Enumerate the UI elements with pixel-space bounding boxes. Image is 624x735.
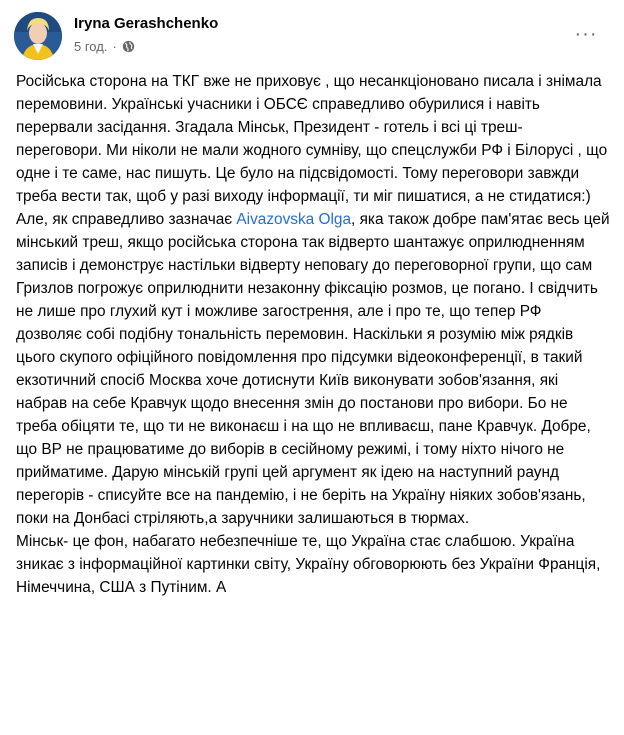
avatar-photo-icon — [14, 12, 62, 60]
post-header — [14, 12, 610, 62]
post-time[interactable]: 5 год. — [74, 39, 108, 54]
more-options-button[interactable]: ··· — [574, 22, 598, 45]
mention-link[interactable]: Aivazovska Olga — [236, 211, 352, 228]
paragraph-1-text-before: Російська сторона на ТКГ вже не приховує , що несанкціоновано писала і знімала перемовини. Українські учасники і ОБСЄ справедливо обурилися і навіть перервали засідання. Згадала Мінськ, Президент - готель і всі ці треш- переговори. Ми ніколи не мали жодного сумніву, що спецслужби РФ і Білорусі , що одне і те саме, нас пишуть. Це було на підсвідомості. Тому переговори завжди треба вести так, щоб у разі виходу інформації, ти міг пишатися, а не стидатися:) Але, як справедливо зазначає — [16, 73, 608, 228]
author-avatar[interactable] — [14, 12, 62, 60]
post-text — [16, 70, 610, 599]
paragraph-1-text-after: , яка також добре пам'ятає весь цей мінський треш, якщо російська сторона так відверто шантажує оприлюдненням записів і демонструє настільки відверту неповагу до переговорної групи, що сам Гризлов погрожує оприлюднити незаконну фіксацію розмов, це погано. І свідчить не лише про глухий кут і можливе загострення, але і про те, що тепер РФ дозволяє собі подібну тональність перемовин. Наскільки я розумію між рядків цього скупого офіційного повідомлення про підсумки відеоконференції, в такий екзотичний спосіб Москва хоче дотиснути Київ виконувати зобов'язання, які набрав на себе Кравчук щодо внесення змін до постанови про вибори. Бо не треба обіцяти те, що ти не виконаєш і на що не впливаєш, пане Кравчук. Добре, що ВР не працюватиме до виборів в сесійному режимі, і тому ніхто нічого не прийматиме. Дарую мінській групі цей аргумент як ідею на наступний раунд перегорів - списуйте все на пандемію, і не беріть на Україну ніяких зобов'язань, поки на Донбасі стріляють,а заручники залишаються в тюрмах. — [16, 211, 610, 527]
post-meta — [74, 39, 135, 54]
globe-icon — [122, 40, 135, 53]
author-name[interactable]: Iryna Gerashchenko — [74, 15, 219, 32]
meta-separator: · — [112, 39, 117, 54]
post-paragraph-2: Мінськ- це фон, набагато небезпечніше те, що Україна стає слабшою. Україна зникає з інформаційної картинки світу, Україну обговорюють без України Франція, Німеччина, США з Путіним. А — [16, 533, 601, 596]
post-paragraph-1 — [16, 70, 610, 530]
